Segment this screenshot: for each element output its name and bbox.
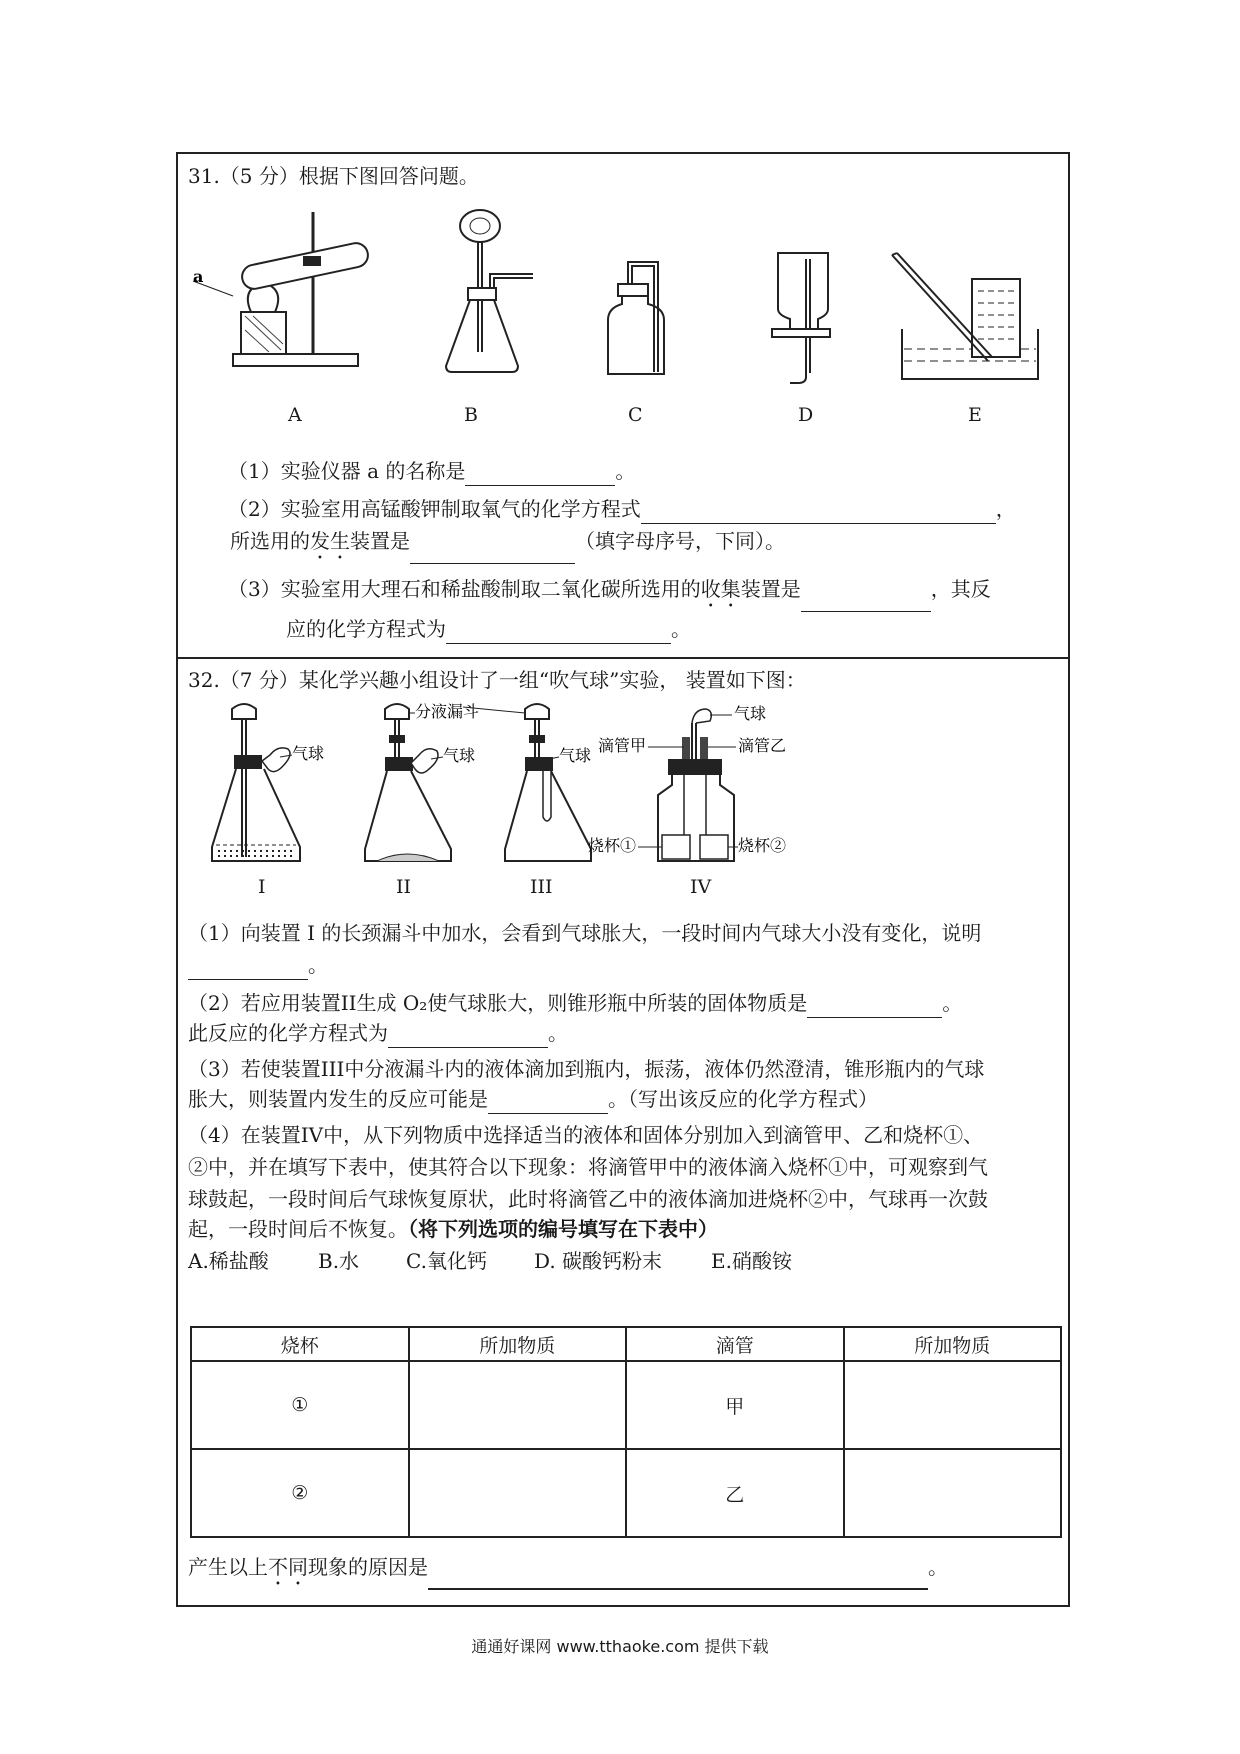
- q32-part4-line4: 起，一段时间后不恢复。（将下列选项的编号填写在下表中）: [188, 1217, 718, 1241]
- caption-III: III: [530, 876, 553, 898]
- answer-cell[interactable]: [844, 1449, 1062, 1537]
- apparatus-b-figure: [438, 204, 558, 394]
- header-substance-1: 所加物质: [409, 1327, 627, 1361]
- q32-part4-line2: ②中，并在填写下表中，使其符合以下现象：将滴管甲中的液体滴入烧杯①中，可观察到气: [188, 1155, 988, 1179]
- header-dropper: 滴管: [626, 1327, 844, 1361]
- label-beaker-1: 烧杯①: [588, 836, 637, 855]
- q32-part1: （1）向装置 I 的长颈漏斗中加水，会看到气球胀大，一段时间内气球大小没有变化，说明: [188, 921, 982, 945]
- q32-part3b: 胀大，则装置内发生的反应可能是 。（写出该反应的化学方程式）: [188, 1084, 878, 1114]
- apparatus-c-figure: [598, 254, 678, 394]
- q31-part1: （1）实验仪器 a 的名称是 。: [228, 456, 635, 486]
- label-dropper-a: 滴管甲: [598, 736, 647, 755]
- q31-part2: （2）实验室用高锰酸钾制取氧气的化学方程式 ，: [228, 494, 1016, 524]
- dropper-cell: 乙: [626, 1449, 844, 1537]
- answer-cell[interactable]: [409, 1449, 627, 1537]
- q31-part3b: 应的化学方程式为 。: [286, 614, 691, 644]
- beaker-cell: ①: [191, 1361, 409, 1449]
- option-d: D. 碳酸钙粉末: [534, 1249, 663, 1273]
- answer-table: [190, 1326, 1062, 1538]
- caption-I: I: [258, 876, 266, 898]
- table-row: [191, 1449, 1061, 1537]
- option-e: E.硝酸铵: [711, 1249, 792, 1273]
- q32-part3: （3）若使装置III中分液漏斗内的液体滴加到瓶内，振荡，液体仍然澄清，锥形瓶内的气球: [188, 1057, 985, 1081]
- q31-answer-2a[interactable]: [641, 501, 996, 524]
- label-dropper-b: 滴管乙: [738, 736, 787, 755]
- table-header-row: [191, 1327, 1061, 1361]
- q32-answer-2b[interactable]: [388, 1025, 548, 1048]
- caption-C: C: [628, 404, 643, 426]
- dropper-cell: 甲: [626, 1361, 844, 1449]
- caption-II: II: [396, 876, 412, 898]
- q32-answer-1[interactable]: [188, 957, 308, 980]
- answer-cell[interactable]: [844, 1361, 1062, 1449]
- q32-reason: 产生以上不同现象的原因是 。: [188, 1552, 948, 1590]
- q31-title: 31.（5 分）根据下图回答问题。: [188, 164, 479, 188]
- label-funnel: 分液漏斗: [415, 702, 480, 721]
- q32-answer-3[interactable]: [488, 1091, 608, 1114]
- caption-E: E: [968, 404, 982, 426]
- label-a: a: [193, 267, 204, 286]
- q31-part3: （3）实验室用大理石和稀盐酸制取二氧化碳所选用的收集装置是 ，其反: [228, 574, 991, 612]
- apparatus-iv-figure: [588, 699, 798, 869]
- q31-answer-2b[interactable]: [410, 541, 575, 564]
- caption-A: A: [288, 404, 302, 426]
- label-balloon-ii: 气球: [443, 746, 476, 765]
- table-row: [191, 1361, 1061, 1449]
- label-balloon-iv: 气球: [734, 704, 767, 723]
- question-frame: [176, 152, 1070, 1607]
- caption-IV: IV: [690, 876, 712, 898]
- q32-part4-line1: （4）在装置IV中，从下列物质中选择适当的液体和固体分别加入到滴管甲、乙和烧杯①、: [188, 1123, 984, 1147]
- apparatus-i-figure: [208, 699, 348, 869]
- options-list: [188, 1246, 808, 1276]
- apparatus-e-figure: [888, 249, 1048, 394]
- q32-part4-line3: 球鼓起，一段时间后气球恢复原状，此时将滴管乙中的液体滴加进烧杯②中，气球再一次鼓: [188, 1187, 988, 1211]
- q31-answer-3a[interactable]: [801, 589, 931, 612]
- caption-D: D: [798, 404, 814, 426]
- option-c: C.氧化钙: [406, 1249, 487, 1273]
- q31-part2b: 所选用的发生装置是 （填字母序号，下同）。: [230, 526, 785, 564]
- option-a: A.稀盐酸: [188, 1249, 269, 1273]
- apparatus-ii-figure: [363, 699, 523, 869]
- section-divider: [178, 657, 1068, 659]
- q31-answer-3b[interactable]: [446, 621, 671, 644]
- apparatus-d-figure: [768, 249, 848, 394]
- label-balloon-iii: 气球: [559, 746, 592, 765]
- q31-answer-1[interactable]: [465, 463, 615, 486]
- footer-credit: 通通好课网 www.tthaoke.com 提供下载: [471, 1637, 769, 1656]
- label-beaker-2: 烧杯②: [738, 836, 787, 855]
- beaker-cell: ②: [191, 1449, 409, 1537]
- q32-answer-2a[interactable]: [807, 995, 942, 1018]
- q32-title: 32.（7 分）某化学兴趣小组设计了一组“吹气球”实验， 装置如下图：: [188, 668, 806, 692]
- header-beaker: 烧杯: [191, 1327, 409, 1361]
- option-b: B.水: [318, 1249, 360, 1273]
- q32-reason-answer[interactable]: [428, 1566, 928, 1590]
- header-substance-2: 所加物质: [844, 1327, 1062, 1361]
- q32-part2: （2）若应用装置II生成 O₂使气球胀大，则锥形瓶中所装的固体物质是 。: [188, 988, 962, 1018]
- apparatus-a-figure: [193, 204, 373, 394]
- caption-B: B: [464, 404, 478, 426]
- answer-cell[interactable]: [409, 1361, 627, 1449]
- q32-part1b: 。: [188, 950, 328, 980]
- q32-part2b: 此反应的化学方程式为 。: [188, 1018, 568, 1048]
- label-balloon-i: 气球: [292, 744, 325, 763]
